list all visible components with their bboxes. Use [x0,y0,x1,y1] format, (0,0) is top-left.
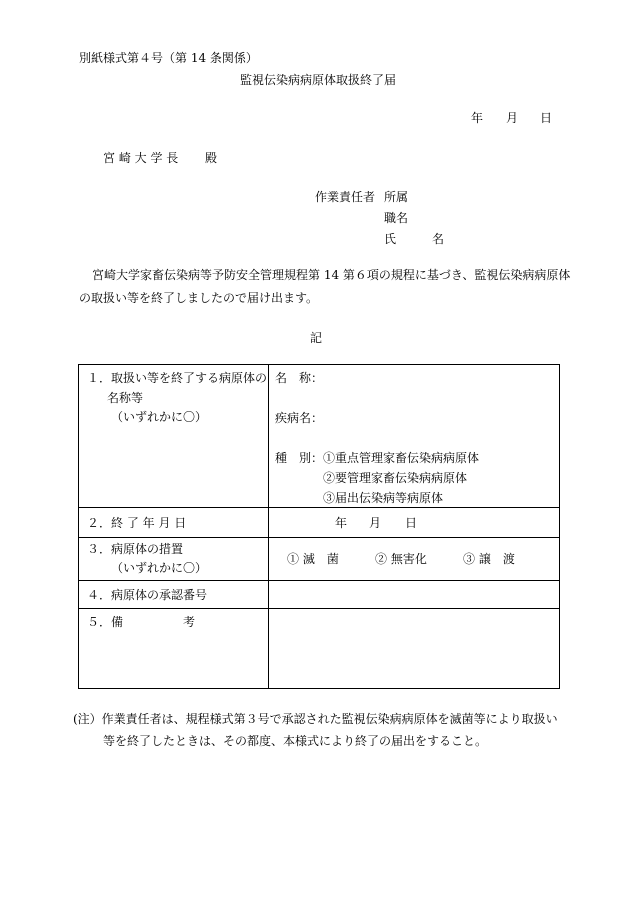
end-date-value-cell[interactable] [269,508,560,538]
end-date-year: 年 [335,516,348,530]
table-row-approval [79,581,560,609]
table-row-remarks [79,609,560,689]
submitter-role: 作業責任者 [315,190,376,204]
measure-label-line-2: （いずれかに〇） [111,561,208,575]
body-line-1: 宮崎大学家畜伝染病等予防安全管理規程第 14 第６項の規程に基づき、監視伝染病病原体 [92,268,571,282]
name-label: 氏 名 [384,232,445,246]
form-title: 監視伝染病病原体取扱終了届 [240,73,397,87]
measure-label-line-1: ３．病原体の措置 [87,542,184,556]
form-table [78,364,560,689]
type-option-1[interactable]: ①重点管理家畜伝染病病原体 [323,451,480,465]
measure-options-cell [269,538,560,581]
table-row-measure [79,538,560,581]
note-line-2: 等を終了したときは、その都度、本様式により終了の届出をすること。 [103,734,488,748]
date-day-label: 日 [540,111,553,125]
end-date-label-cell [79,508,269,538]
form-number: 別紙様式第４号（第 14 条関係） [79,51,258,65]
addressee-name: 宮 崎 大 学 長 [103,151,179,165]
approval-number-label: ４．病原体の承認番号 [87,588,208,602]
measure-option-detoxify[interactable]: ② 無害化 [375,552,427,566]
end-date-month: 月 [369,516,382,530]
measure-option-transfer[interactable]: ③ 譲 渡 [463,552,515,566]
pathogen-label-line-3: （いずれかに〇） [111,410,208,424]
pathogen-label-cell [79,365,269,508]
pathogen-label-line-1: １．取扱い等を終了する病原体の [87,371,268,385]
addressee-honorific: 殿 [205,151,218,165]
pathogen-label-line-2: 名称等 [107,391,144,405]
pathogen-value-cell[interactable] [269,365,560,508]
approval-label-cell [79,581,269,609]
body-line-2: の取扱い等を終了しましたので届け出ます。 [79,291,319,305]
ki-heading: 記 [310,331,323,345]
remarks-label: ５．備 考 [87,615,196,629]
remarks-value-cell[interactable] [269,609,560,689]
end-date-label: ２．終 了 年 月 日 [87,516,187,530]
pathogen-type-label: 種 別： [275,451,324,465]
table-row-pathogen [79,365,560,508]
measure-option-sterilize[interactable]: ① 滅 菌 [287,552,339,566]
approval-number-cell[interactable] [269,581,560,609]
pathogen-name-label: 名 称： [275,371,324,385]
type-option-2[interactable]: ②要管理家畜伝染病病原体 [323,471,468,485]
end-date-day: 日 [405,516,418,530]
affiliation-label: 所属 [384,190,409,204]
date-year-label: 年 [471,111,484,125]
type-option-3[interactable]: ③届出伝染病等病原体 [323,491,444,505]
date-month-label: 月 [506,111,519,125]
disease-name-label: 疾病名： [275,411,324,425]
table-row-end-date [79,508,560,538]
measure-label-cell [79,538,269,581]
remarks-label-cell [79,609,269,689]
position-label: 職名 [384,211,409,225]
note-line-1: (注）作業責任者は、規程様式第３号で承認された監視伝染病病原体を滅菌等により取扱い [73,712,558,726]
